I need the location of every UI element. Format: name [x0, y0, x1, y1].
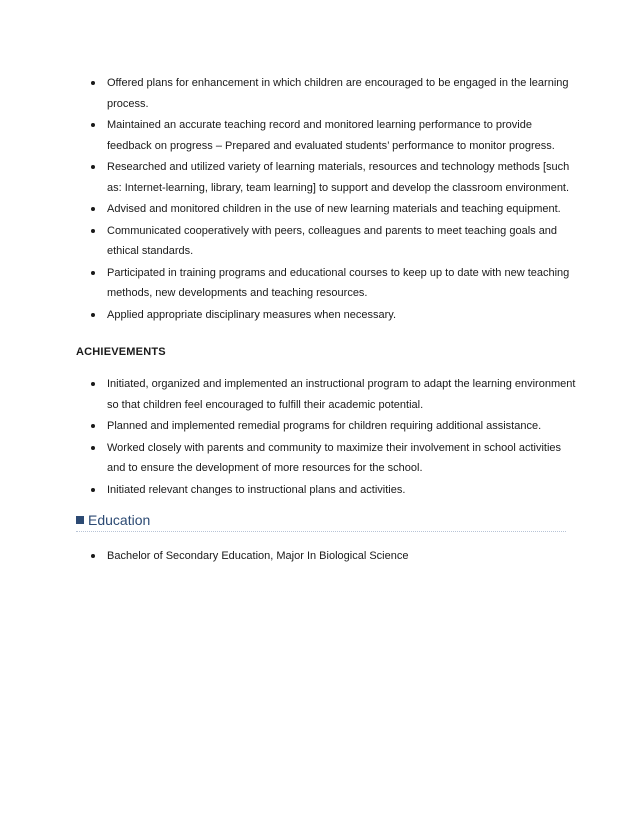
list-item: [0, 480, 638, 501]
education-heading-text: Education: [88, 512, 151, 528]
bullet-icon: [91, 446, 95, 450]
list-item: [0, 416, 638, 437]
bullet-icon: [91, 229, 95, 233]
bullet-text: Advised and monitored children in the use of new learning materials and teaching equipment.: [107, 203, 561, 215]
list-item: [0, 305, 638, 326]
square-bullet-icon: [76, 516, 84, 524]
list-item: [0, 115, 638, 156]
bullet-icon: [91, 165, 95, 169]
list-item: [0, 199, 638, 220]
bullet-text: Applied appropriate disciplinary measures when necessary.: [107, 308, 397, 321]
list-item: [0, 73, 638, 114]
bullet-icon: [91, 207, 95, 211]
achievements-bullet-list: [0, 374, 638, 501]
education-bullet-list: [0, 546, 638, 568]
list-item: [0, 263, 638, 304]
bullet-icon: [91, 554, 95, 558]
bullet-text: Offered plans for enhancement in which children are encouraged to be engaged in the learning process.: [107, 77, 569, 110]
list-item: [0, 157, 638, 198]
list-item: [0, 221, 638, 262]
bullet-text: Maintained an accurate teaching record and monitored learning performance to provide feedback on progress – Prepared and evaluated students’ performance to monitor progress.: [107, 119, 555, 152]
bullet-icon: [91, 123, 95, 127]
list-item: [0, 374, 638, 415]
bullet-icon: [91, 271, 95, 275]
bullet-icon: [91, 382, 95, 386]
list-item: [0, 546, 638, 567]
bullet-text: Initiated, organized and implemented an instructional program to adapt the learning environment so that children feel encouraged to fulfill their academic potential.: [107, 378, 576, 411]
bullet-icon: [91, 424, 95, 428]
bullet-text: Worked closely with parents and community to maximize their involvement in school activities and to ensure the development of more resources for the school.: [107, 441, 562, 474]
bullet-icon: [91, 488, 95, 492]
bullet-text: Initiated relevant changes to instructional plans and activities.: [107, 483, 406, 496]
bullet-icon: [91, 313, 95, 317]
experience-bullet-list: [0, 73, 638, 326]
bullet-text: Participated in training programs and educational courses to keep up to date with new teaching methods, new developments and teaching resources.: [107, 266, 570, 299]
bullet-text: Researched and utilized variety of learning materials, resources and technology methods [such as: Internet-learning, library, team learning] to support and develop the classroom environment.: [107, 161, 570, 194]
bullet-icon: [91, 81, 95, 85]
bullet-text: Bachelor of Secondary Education, Major In Biological Science: [107, 550, 409, 562]
achievements-heading: ACHIEVEMENTS: [76, 346, 166, 358]
list-item: [0, 438, 638, 479]
bullet-text: Planned and implemented remedial programs for children requiring additional assistance.: [107, 420, 542, 432]
education-section-heading: [76, 511, 566, 532]
bullet-text: Communicated cooperatively with peers, colleagues and parents to meet teaching goals and ethical standards.: [107, 224, 558, 257]
